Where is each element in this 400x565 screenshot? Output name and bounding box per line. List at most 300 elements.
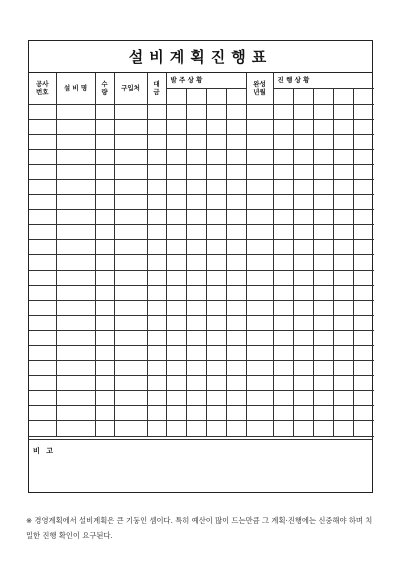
table-cell[interactable] [293, 149, 313, 164]
table-cell[interactable] [147, 134, 166, 149]
table-cell[interactable] [95, 285, 114, 300]
table-cell[interactable] [114, 195, 147, 210]
table-cell[interactable] [273, 104, 293, 119]
table-cell[interactable] [273, 164, 293, 179]
table-cell[interactable] [166, 270, 186, 285]
table-cell[interactable] [246, 361, 273, 376]
table-cell[interactable] [56, 240, 95, 255]
table-cell[interactable] [95, 300, 114, 315]
table-cell[interactable] [246, 104, 273, 119]
table-cell[interactable] [226, 104, 246, 119]
table-cell[interactable] [166, 421, 186, 436]
table-cell[interactable] [226, 315, 246, 330]
table-cell[interactable] [147, 285, 166, 300]
table-cell[interactable] [114, 376, 147, 391]
table-cell[interactable] [186, 195, 206, 210]
table-cell[interactable] [206, 361, 226, 376]
table-cell[interactable] [246, 149, 273, 164]
table-cell[interactable] [246, 376, 273, 391]
table-cell[interactable] [293, 406, 313, 421]
table-cell[interactable] [246, 164, 273, 179]
table-cell[interactable] [273, 376, 293, 391]
table-cell[interactable] [353, 225, 374, 240]
table-cell[interactable] [273, 330, 293, 345]
table-cell[interactable] [313, 134, 333, 149]
table-cell[interactable] [95, 164, 114, 179]
table-cell[interactable] [29, 376, 56, 391]
table-cell[interactable] [293, 315, 313, 330]
table-cell[interactable] [29, 270, 56, 285]
table-cell[interactable] [147, 406, 166, 421]
table-cell[interactable] [56, 195, 95, 210]
table-cell[interactable] [206, 149, 226, 164]
table-cell[interactable] [166, 225, 186, 240]
table-cell[interactable] [313, 240, 333, 255]
table-cell[interactable] [333, 376, 353, 391]
table-cell[interactable] [313, 104, 333, 119]
table-cell[interactable] [226, 346, 246, 361]
table-cell[interactable] [273, 361, 293, 376]
table-cell[interactable] [147, 421, 166, 436]
table-cell[interactable] [186, 270, 206, 285]
table-cell[interactable] [333, 361, 353, 376]
table-cell[interactable] [206, 255, 226, 270]
table-cell[interactable] [313, 119, 333, 134]
table-cell[interactable] [166, 406, 186, 421]
table-cell[interactable] [95, 406, 114, 421]
table-cell[interactable] [226, 361, 246, 376]
table-cell[interactable] [147, 104, 166, 119]
table-cell[interactable] [56, 376, 95, 391]
table-cell[interactable] [29, 134, 56, 149]
table-cell[interactable] [56, 179, 95, 194]
table-cell[interactable] [273, 225, 293, 240]
table-cell[interactable] [313, 330, 333, 345]
table-cell[interactable] [333, 421, 353, 436]
table-cell[interactable] [186, 164, 206, 179]
table-cell[interactable] [114, 149, 147, 164]
table-cell[interactable] [293, 421, 313, 436]
table-cell[interactable] [29, 179, 56, 194]
table-cell[interactable] [226, 300, 246, 315]
table-cell[interactable] [186, 300, 206, 315]
table-cell[interactable] [186, 225, 206, 240]
table-cell[interactable] [166, 240, 186, 255]
table-cell[interactable] [95, 210, 114, 225]
table-cell[interactable] [95, 179, 114, 194]
table-cell[interactable] [147, 179, 166, 194]
table-cell[interactable] [333, 270, 353, 285]
table-cell[interactable] [95, 270, 114, 285]
table-cell[interactable] [95, 255, 114, 270]
table-cell[interactable] [166, 285, 186, 300]
table-cell[interactable] [166, 346, 186, 361]
table-cell[interactable] [186, 330, 206, 345]
table-cell[interactable] [29, 225, 56, 240]
table-cell[interactable] [246, 210, 273, 225]
table-cell[interactable] [273, 195, 293, 210]
table-cell[interactable] [246, 330, 273, 345]
table-cell[interactable] [353, 376, 374, 391]
table-cell[interactable] [56, 255, 95, 270]
table-cell[interactable] [353, 421, 374, 436]
table-cell[interactable] [29, 361, 56, 376]
table-cell[interactable] [147, 361, 166, 376]
table-cell[interactable] [206, 179, 226, 194]
table-cell[interactable] [333, 391, 353, 406]
table-cell[interactable] [246, 315, 273, 330]
table-cell[interactable] [166, 300, 186, 315]
table-cell[interactable] [95, 104, 114, 119]
table-cell[interactable] [166, 255, 186, 270]
table-cell[interactable] [353, 134, 374, 149]
table-cell[interactable] [313, 195, 333, 210]
table-cell[interactable] [273, 285, 293, 300]
table-cell[interactable] [29, 330, 56, 345]
table-cell[interactable] [95, 391, 114, 406]
table-cell[interactable] [206, 421, 226, 436]
remarks-box[interactable] [29, 439, 372, 494]
table-cell[interactable] [293, 270, 313, 285]
table-cell[interactable] [246, 119, 273, 134]
table-cell[interactable] [114, 330, 147, 345]
table-cell[interactable] [166, 179, 186, 194]
table-cell[interactable] [147, 255, 166, 270]
table-cell[interactable] [273, 240, 293, 255]
table-cell[interactable] [206, 134, 226, 149]
table-cell[interactable] [95, 119, 114, 134]
table-cell[interactable] [226, 225, 246, 240]
table-cell[interactable] [166, 210, 186, 225]
table-cell[interactable] [353, 210, 374, 225]
table-cell[interactable] [56, 164, 95, 179]
table-cell[interactable] [95, 225, 114, 240]
table-cell[interactable] [313, 210, 333, 225]
table-cell[interactable] [246, 225, 273, 240]
table-cell[interactable] [147, 346, 166, 361]
table-cell[interactable] [147, 225, 166, 240]
table-cell[interactable] [313, 406, 333, 421]
table-cell[interactable] [353, 300, 374, 315]
table-cell[interactable] [29, 149, 56, 164]
table-cell[interactable] [353, 104, 374, 119]
table-cell[interactable] [56, 134, 95, 149]
table-cell[interactable] [313, 225, 333, 240]
table-cell[interactable] [95, 376, 114, 391]
table-cell[interactable] [313, 255, 333, 270]
table-cell[interactable] [186, 119, 206, 134]
table-cell[interactable] [166, 149, 186, 164]
table-cell[interactable] [186, 406, 206, 421]
table-cell[interactable] [166, 330, 186, 345]
table-cell[interactable] [29, 391, 56, 406]
table-cell[interactable] [166, 195, 186, 210]
table-cell[interactable] [114, 255, 147, 270]
table-cell[interactable] [206, 195, 226, 210]
table-cell[interactable] [29, 406, 56, 421]
table-cell[interactable] [114, 240, 147, 255]
table-cell[interactable] [56, 346, 95, 361]
table-cell[interactable] [206, 300, 226, 315]
table-cell[interactable] [166, 361, 186, 376]
table-cell[interactable] [333, 179, 353, 194]
table-cell[interactable] [293, 330, 313, 345]
table-cell[interactable] [313, 391, 333, 406]
table-cell[interactable] [246, 240, 273, 255]
table-cell[interactable] [206, 315, 226, 330]
table-cell[interactable] [147, 270, 166, 285]
table-cell[interactable] [273, 270, 293, 285]
table-cell[interactable] [226, 391, 246, 406]
table-cell[interactable] [293, 391, 313, 406]
table-cell[interactable] [147, 164, 166, 179]
table-cell[interactable] [273, 421, 293, 436]
table-cell[interactable] [353, 179, 374, 194]
table-cell[interactable] [206, 164, 226, 179]
table-cell[interactable] [56, 391, 95, 406]
table-cell[interactable] [114, 421, 147, 436]
table-cell[interactable] [273, 391, 293, 406]
table-cell[interactable] [147, 315, 166, 330]
table-cell[interactable] [246, 391, 273, 406]
table-cell[interactable] [246, 255, 273, 270]
table-cell[interactable] [246, 270, 273, 285]
table-cell[interactable] [114, 406, 147, 421]
table-cell[interactable] [293, 225, 313, 240]
table-cell[interactable] [95, 346, 114, 361]
table-cell[interactable] [353, 346, 374, 361]
table-cell[interactable] [166, 391, 186, 406]
table-cell[interactable] [353, 330, 374, 345]
table-cell[interactable] [29, 240, 56, 255]
table-cell[interactable] [95, 361, 114, 376]
table-cell[interactable] [226, 376, 246, 391]
table-cell[interactable] [293, 376, 313, 391]
table-cell[interactable] [186, 240, 206, 255]
table-cell[interactable] [95, 421, 114, 436]
table-cell[interactable] [206, 225, 226, 240]
table-cell[interactable] [114, 270, 147, 285]
table-cell[interactable] [293, 195, 313, 210]
table-cell[interactable] [114, 179, 147, 194]
table-cell[interactable] [206, 285, 226, 300]
table-cell[interactable] [206, 330, 226, 345]
table-cell[interactable] [353, 391, 374, 406]
table-cell[interactable] [114, 119, 147, 134]
table-cell[interactable] [206, 210, 226, 225]
table-cell[interactable] [353, 255, 374, 270]
table-cell[interactable] [353, 195, 374, 210]
table-cell[interactable] [186, 210, 206, 225]
table-cell[interactable] [114, 285, 147, 300]
table-cell[interactable] [166, 119, 186, 134]
table-cell[interactable] [333, 300, 353, 315]
table-cell[interactable] [273, 210, 293, 225]
table-cell[interactable] [29, 315, 56, 330]
table-cell[interactable] [313, 285, 333, 300]
table-cell[interactable] [29, 421, 56, 436]
table-cell[interactable] [186, 391, 206, 406]
table-cell[interactable] [246, 346, 273, 361]
table-cell[interactable] [333, 149, 353, 164]
table-cell[interactable] [226, 270, 246, 285]
table-cell[interactable] [246, 406, 273, 421]
table-cell[interactable] [206, 270, 226, 285]
table-cell[interactable] [273, 406, 293, 421]
table-cell[interactable] [29, 255, 56, 270]
table-cell[interactable] [313, 270, 333, 285]
table-cell[interactable] [333, 119, 353, 134]
table-cell[interactable] [293, 119, 313, 134]
table-cell[interactable] [226, 240, 246, 255]
table-cell[interactable] [29, 300, 56, 315]
table-cell[interactable] [114, 315, 147, 330]
table-cell[interactable] [273, 315, 293, 330]
table-cell[interactable] [29, 195, 56, 210]
table-cell[interactable] [147, 195, 166, 210]
table-cell[interactable] [114, 300, 147, 315]
table-cell[interactable] [333, 330, 353, 345]
table-cell[interactable] [147, 240, 166, 255]
table-cell[interactable] [313, 179, 333, 194]
table-cell[interactable] [246, 195, 273, 210]
table-cell[interactable] [206, 104, 226, 119]
table-cell[interactable] [273, 119, 293, 134]
table-cell[interactable] [29, 285, 56, 300]
table-cell[interactable] [273, 346, 293, 361]
table-cell[interactable] [333, 255, 353, 270]
table-cell[interactable] [29, 119, 56, 134]
table-cell[interactable] [313, 164, 333, 179]
table-cell[interactable] [246, 285, 273, 300]
table-cell[interactable] [56, 104, 95, 119]
table-cell[interactable] [114, 104, 147, 119]
table-cell[interactable] [333, 195, 353, 210]
table-cell[interactable] [333, 210, 353, 225]
table-cell[interactable] [114, 164, 147, 179]
table-cell[interactable] [333, 406, 353, 421]
table-cell[interactable] [56, 119, 95, 134]
table-cell[interactable] [313, 361, 333, 376]
table-cell[interactable] [273, 300, 293, 315]
table-cell[interactable] [353, 361, 374, 376]
table-cell[interactable] [95, 240, 114, 255]
table-cell[interactable] [293, 240, 313, 255]
table-cell[interactable] [114, 225, 147, 240]
table-cell[interactable] [313, 376, 333, 391]
table-cell[interactable] [273, 255, 293, 270]
table-cell[interactable] [147, 330, 166, 345]
table-cell[interactable] [114, 391, 147, 406]
table-cell[interactable] [333, 285, 353, 300]
table-cell[interactable] [333, 240, 353, 255]
table-cell[interactable] [313, 300, 333, 315]
table-cell[interactable] [147, 391, 166, 406]
table-cell[interactable] [166, 104, 186, 119]
table-cell[interactable] [206, 391, 226, 406]
table-cell[interactable] [114, 361, 147, 376]
table-cell[interactable] [226, 179, 246, 194]
table-cell[interactable] [226, 255, 246, 270]
table-cell[interactable] [333, 315, 353, 330]
table-cell[interactable] [353, 164, 374, 179]
table-cell[interactable] [186, 179, 206, 194]
table-cell[interactable] [273, 149, 293, 164]
table-cell[interactable] [56, 421, 95, 436]
table-cell[interactable] [206, 240, 226, 255]
table-cell[interactable] [313, 346, 333, 361]
table-cell[interactable] [147, 149, 166, 164]
table-cell[interactable] [226, 149, 246, 164]
table-cell[interactable] [95, 315, 114, 330]
table-cell[interactable] [56, 361, 95, 376]
table-cell[interactable] [313, 149, 333, 164]
table-cell[interactable] [186, 149, 206, 164]
table-cell[interactable] [353, 270, 374, 285]
table-cell[interactable] [206, 119, 226, 134]
table-cell[interactable] [333, 134, 353, 149]
table-cell[interactable] [353, 149, 374, 164]
table-cell[interactable] [293, 285, 313, 300]
table-cell[interactable] [114, 210, 147, 225]
table-cell[interactable] [246, 179, 273, 194]
table-cell[interactable] [273, 179, 293, 194]
table-cell[interactable] [206, 346, 226, 361]
table-cell[interactable] [246, 134, 273, 149]
table-cell[interactable] [226, 195, 246, 210]
table-cell[interactable] [56, 300, 95, 315]
table-cell[interactable] [186, 421, 206, 436]
table-cell[interactable] [186, 255, 206, 270]
table-cell[interactable] [246, 300, 273, 315]
table-cell[interactable] [226, 285, 246, 300]
table-cell[interactable] [226, 421, 246, 436]
table-cell[interactable] [353, 119, 374, 134]
table-cell[interactable] [293, 210, 313, 225]
table-cell[interactable] [333, 225, 353, 240]
table-cell[interactable] [56, 225, 95, 240]
table-cell[interactable] [333, 346, 353, 361]
table-cell[interactable] [114, 346, 147, 361]
table-cell[interactable] [293, 255, 313, 270]
table-cell[interactable] [206, 376, 226, 391]
table-cell[interactable] [313, 315, 333, 330]
table-cell[interactable] [293, 346, 313, 361]
table-cell[interactable] [186, 134, 206, 149]
table-cell[interactable] [95, 149, 114, 164]
table-cell[interactable] [186, 376, 206, 391]
table-cell[interactable] [186, 315, 206, 330]
table-cell[interactable] [147, 119, 166, 134]
table-cell[interactable] [293, 104, 313, 119]
table-cell[interactable] [95, 134, 114, 149]
table-cell[interactable] [186, 104, 206, 119]
table-cell[interactable] [56, 270, 95, 285]
table-cell[interactable] [147, 376, 166, 391]
table-cell[interactable] [147, 300, 166, 315]
table-cell[interactable] [166, 376, 186, 391]
table-cell[interactable] [293, 179, 313, 194]
table-cell[interactable] [29, 210, 56, 225]
table-cell[interactable] [226, 134, 246, 149]
table-cell[interactable] [226, 406, 246, 421]
table-cell[interactable] [293, 300, 313, 315]
table-cell[interactable] [273, 134, 293, 149]
table-cell[interactable] [353, 285, 374, 300]
table-cell[interactable] [333, 164, 353, 179]
table-cell[interactable] [56, 406, 95, 421]
table-cell[interactable] [353, 406, 374, 421]
